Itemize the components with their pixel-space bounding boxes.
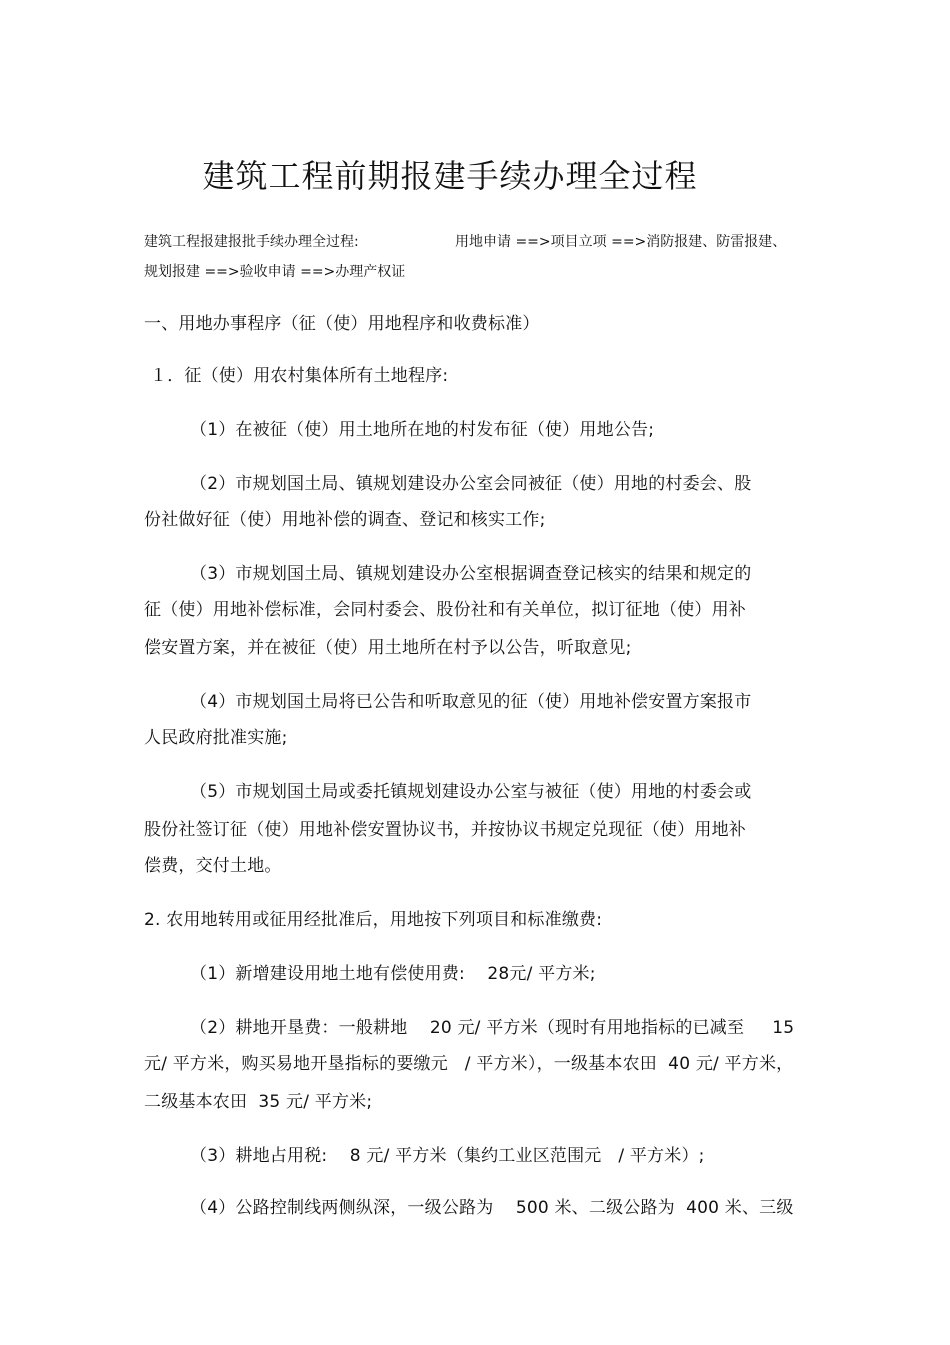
document-title: 建筑工程前期报建手续办理全过程 xyxy=(202,157,698,195)
step-4-line-1: （4）市规划国土局将已公告和听取意见的征（使）用地补偿安置方案报市 xyxy=(190,692,752,712)
step-2-line-2: 份社做好征（使）用地补偿的调查、登记和核实工作; xyxy=(144,510,546,530)
fee-2-line-2: 元/ 平方米，购买易地开垦指标的要缴元 / 平方米），一级基本农田 40 元/ 平方米， xyxy=(144,1054,794,1074)
step-1-line-1: （1）在被征（使）用土地所在地的村发布征（使）用地公告; xyxy=(190,420,655,440)
step-3-line-2: 征（使）用地补偿标准，会同村委会、股份社和有关单位，拟订征地（使）用补 xyxy=(144,600,746,620)
fee-2-line-3: 二级基本农田 35 元/ 平方米; xyxy=(144,1092,373,1112)
step-4-line-2: 人民政府批准实施; xyxy=(144,728,288,748)
fee-2-line-1: （2）耕地开垦费：一般耕地 20 元/ 平方米（现时有用地指标的已减至 15 xyxy=(190,1018,795,1038)
intro-line-1-right: 用地申请 ==>项目立项 ==>消防报建、防雷报建、 xyxy=(455,234,787,250)
fee-4-line-1: （4）公路控制线两侧纵深，一级公路为 500 米、二级公路为 400 米、三级 xyxy=(190,1198,794,1218)
step-5-line-1: （5）市规划国土局或委托镇规划建设办公室与被征（使）用地的村委会或 xyxy=(190,782,752,802)
step-2-line-1: （2）市规划国土局、镇规划建设办公室会同被征（使）用地的村委会、股 xyxy=(190,474,752,494)
fee-3-line-1: （3）耕地占用税: 8 元/ 平方米（集约工业区范围元 / 平方米）; xyxy=(190,1146,705,1166)
step-3-line-1: （3）市规划国土局、镇规划建设办公室根据调查登记核实的结果和规定的 xyxy=(190,564,752,584)
step-3-line-3: 偿安置方案，并在被征（使）用土地所在村予以公告，听取意见; xyxy=(144,638,632,658)
item-2-heading: 2. 农用地转用或征用经批准后，用地按下列项目和标准缴费: xyxy=(144,910,603,930)
intro-line-1-left: 建筑工程报建报批手续办理全过程: xyxy=(144,234,359,250)
intro-line-2: 规划报建 ==>验收申请 ==>办理产权证 xyxy=(144,264,406,280)
step-5-line-2: 股份社签订征（使）用地补偿安置协议书，并按协议书规定兑现征（使）用地补 xyxy=(144,820,746,840)
step-5-line-3: 偿费，交付土地。 xyxy=(144,856,282,876)
section-heading: 一、用地办事程序（征（使）用地程序和收费标准） xyxy=(144,314,540,334)
fee-1-line-1: （1）新增建设用地土地有偿使用费: 28元/ 平方米; xyxy=(190,964,596,984)
item-1-heading: １．征（使）用农村集体所有土地程序: xyxy=(150,366,449,386)
